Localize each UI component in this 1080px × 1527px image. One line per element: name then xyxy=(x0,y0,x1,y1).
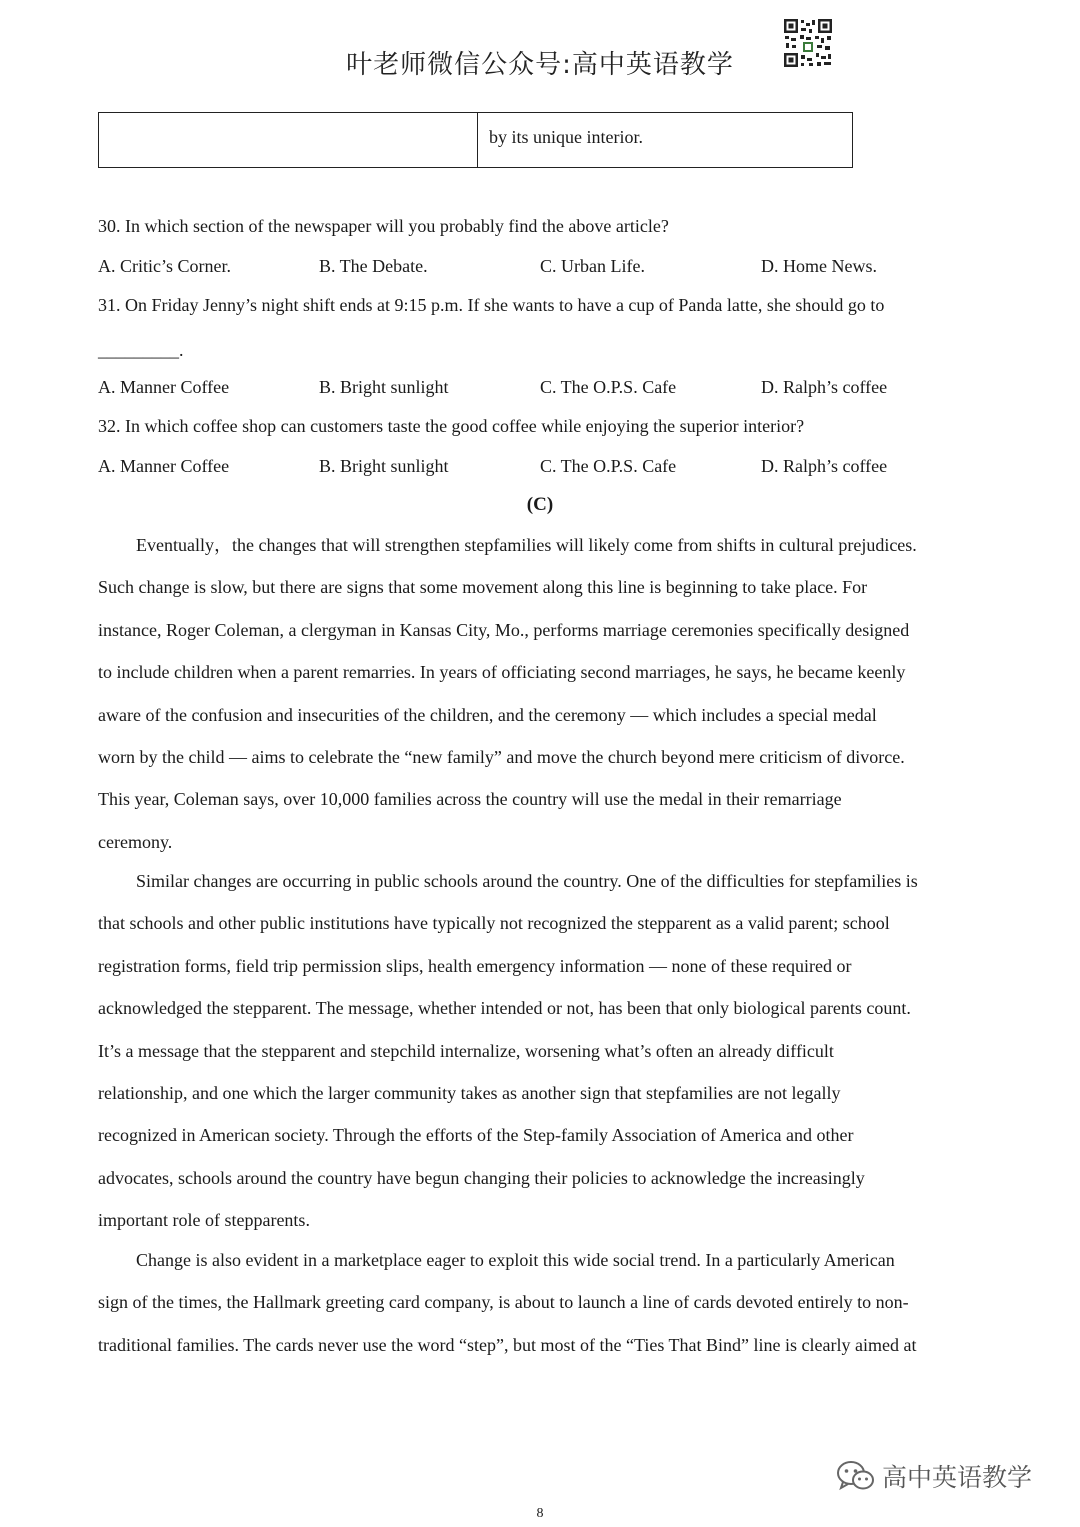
passage-line: that schools and other public institutions have typically not recognized the stepparent as a valid parent; school xyxy=(98,913,890,934)
section-label: (C) xyxy=(526,494,554,515)
page-number: 8 xyxy=(536,1506,544,1521)
question-31-option-c: C. The O.P.S. Cafe xyxy=(540,377,677,397)
question-31-option-a: A. Manner Coffee xyxy=(98,377,230,397)
passage-line: Eventually，the changes that will strengthen stepfamilies will likely come from shifts in cultural prejudices. xyxy=(136,535,917,555)
passage-line: worn by the child — aims to celebrate the “new family” and move the church beyond mere criticism of divorce. xyxy=(98,746,905,767)
passage-line: recognized in American society. Through the efforts of the Step-family Association of America and other xyxy=(98,1125,854,1146)
passage-line: sign of the times, the Hallmark greeting card company, is about to launch a line of cards devoted entirely to non- xyxy=(98,1292,909,1313)
question-30-option-c: C. Urban Life. xyxy=(540,256,645,276)
question-31-option-b: B. Bright sunlight xyxy=(319,377,449,397)
question-32-option-c: C. The O.P.S. Cafe xyxy=(540,456,677,476)
question-30-option-a: A. Critic’s Corner. xyxy=(98,256,231,276)
passage-line: aware of the confusion and insecurities of the children, and the ceremony — which includes a special medal xyxy=(98,704,877,725)
question-31-stem: 31. On Friday Jenny’s night shift ends at 9:15 p.m. If she wants to have a cup of Panda latte, she should go to xyxy=(98,295,885,315)
watermark-text: 高中英语教学 xyxy=(882,1463,1033,1492)
page-header-title: 叶老师微信公众号:高中英语教学 xyxy=(346,50,734,80)
passage-paragraph-2 xyxy=(98,860,968,1242)
question-32-stem: 32. In which coffee shop can customers taste the good coffee while enjoying the superior interior? xyxy=(98,416,805,436)
passage-line: It’s a message that the stepparent and stepchild internalize, worsening what’s often an already difficult xyxy=(98,1040,834,1061)
question-32-option-b: B. Bright sunlight xyxy=(319,456,449,476)
passage-line: instance, Roger Coleman, a clergyman in Kansas City, Mo., performs marriage ceremonies specifically designed xyxy=(98,619,910,640)
question-30-option-d: D. Home News. xyxy=(761,256,877,276)
passage-line: to include children when a parent remarries. In years of officiating second marriages, he says, he became keenly xyxy=(98,662,906,683)
table-column-divider xyxy=(477,113,478,167)
passage-line: Similar changes are occurring in public schools around the country. One of the difficulties for stepfamilies is xyxy=(136,871,918,891)
passage-line: important role of stepparents. xyxy=(98,1210,310,1231)
question-32-option-a: A. Manner Coffee xyxy=(98,456,230,476)
question-30-stem: 30. In which section of the newspaper will you probably find the above article? xyxy=(98,216,669,236)
passage-line: traditional families. The cards never use the word “step”, but most of the “Ties That Bind” line is clearly aimed at xyxy=(98,1334,917,1355)
passage-line: This year, Coleman says, over 10,000 families across the country will use the medal in their remarriage xyxy=(98,789,842,810)
question-31-option-d: D. Ralph’s coffee xyxy=(761,377,888,397)
passage-line: relationship, and one which the larger community takes as another sign that stepfamilies are not legally xyxy=(98,1082,841,1103)
passage-line: acknowledged the stepparent. The message, whether intended or not, has been that only biological parents count. xyxy=(98,998,911,1019)
passage-line: Change is also evident in a marketplace eager to exploit this wide social trend. In a particularly American xyxy=(136,1250,895,1270)
passage-line: ceremony. xyxy=(98,831,173,852)
passage-line: advocates, schools around the country have begun changing their policies to acknowledge the increasingly xyxy=(98,1167,865,1188)
passage-paragraph-1 xyxy=(98,524,968,863)
passage-line: registration forms, field trip permission slips, health emergency information — none of these required or xyxy=(98,955,852,976)
passage-paragraph-3 xyxy=(98,1239,968,1366)
qr-code-icon xyxy=(783,18,833,68)
wechat-watermark xyxy=(836,1458,1032,1494)
question-32-option-d: D. Ralph’s coffee xyxy=(761,456,888,476)
question-30-option-b: B. The Debate. xyxy=(319,256,428,276)
wechat-icon xyxy=(836,1459,876,1493)
passage-line: Such change is slow, but there are signs that some movement along this line is beginning to take place. For xyxy=(98,577,868,598)
question-31-blank: _________. xyxy=(98,340,184,360)
table-fragment xyxy=(98,112,853,168)
table-cell-right: by its unique interior. xyxy=(489,127,643,147)
